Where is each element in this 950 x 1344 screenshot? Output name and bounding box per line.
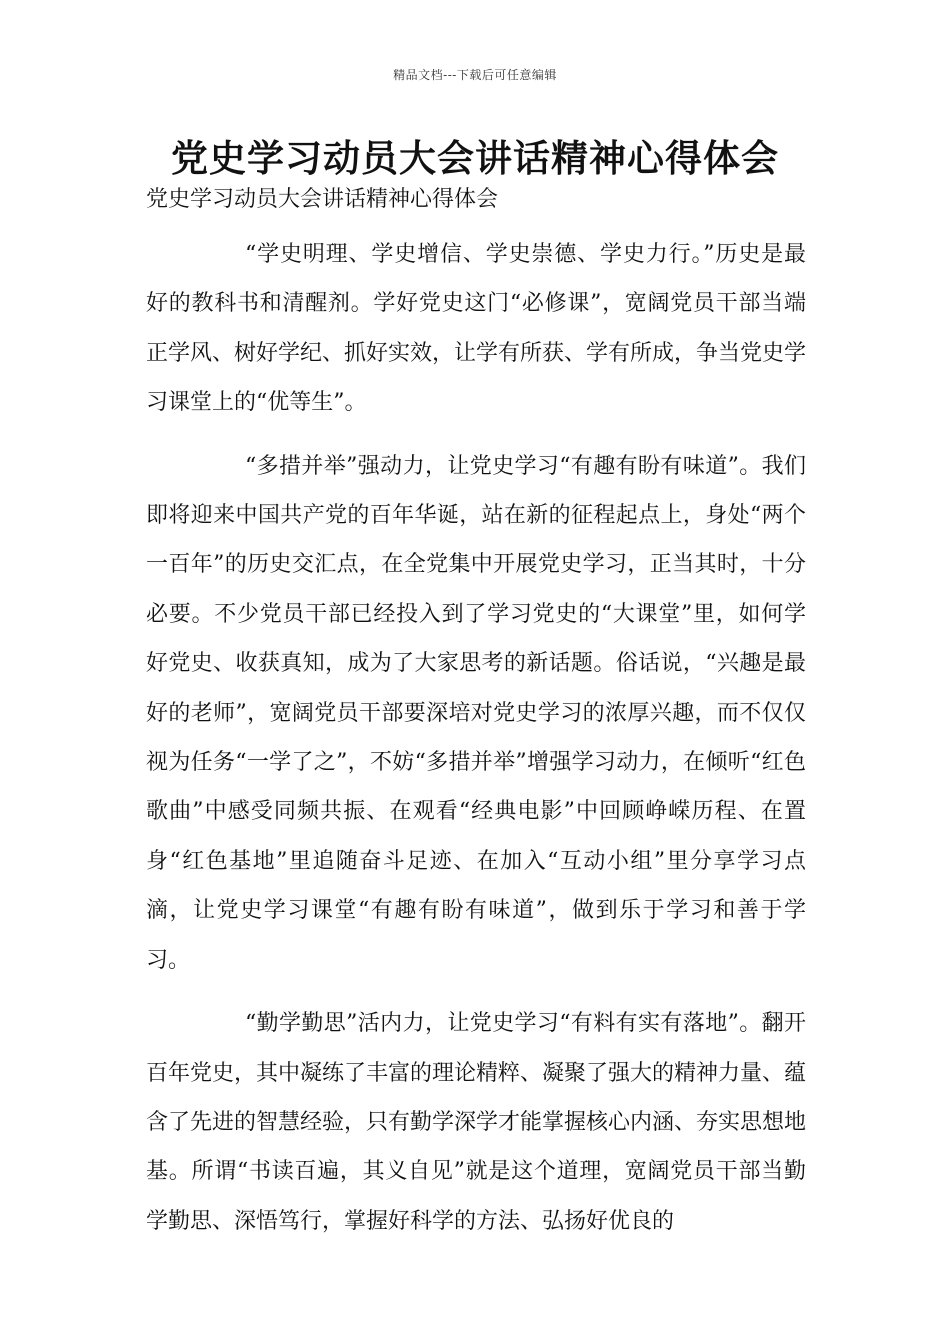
document-subtitle: 党史学习动员大会讲话精神心得体会 [146,187,499,212]
header-note: 精品文档---下载后可任意编辑 [393,68,557,82]
paragraph-2: “多措并举”强动力，让党史学习“有趣有盼有味道”。我们即将迎来中国共产党的百年华诞，站在新的征程起点上，身处“两个一百年”的历史交汇点，在全党集中开展党史学习，正当其时，十分必要。不少党员干部已经投入到了学习党史的“大课堂”里，如何学好党史、收获真知，成为了大家思考的新话题。俗话说，“兴趣是最好的老师”，宽阔党员干部要深培对党史学习的浓厚兴趣，而不仅仅视为任务“一学了之”，不妨“多措并举”增强学习动力，在倾听“红色歌曲”中感受同频共振、在观看“经典电影”中回顾峥嵘历程、在置身“红色基地”里追随奋斗足迹、在加入“互动小组”里分享学习点滴，让党史学习课堂“有趣有盼有味道”，做到乐于学习和善于学习。 [146,453,806,973]
paragraph-1: “学史明理、学史增信、学史崇德、学史力行。”历史是最好的教科书和清醒剂。学好党史这门“必修课”，宽阔党员干部当端正学风、树好学纪、抓好实效，让学有所获、学有所成，争当党史学习课堂上的“优等生”。 [146,242,807,416]
document-title: 党史学习动员大会讲话精神心得体会 [171,137,779,180]
document-body [146,184,806,1246]
paragraph-3: “勤学勤思”活内力，让党史学习“有料有实有落地”。翻开百年党史，其中凝练了丰富的理论精粹、凝聚了强大的精神力量、蕴含了先进的智慧经验，只有勤学深学才能掌握核心内涵、夯实思想地基。所谓“书读百遍，其义自见”就是这个道理，宽阔党员干部当勤学勤思、深悟笃行，掌握好科学的方法、弘扬好优良的 [146,1011,807,1234]
